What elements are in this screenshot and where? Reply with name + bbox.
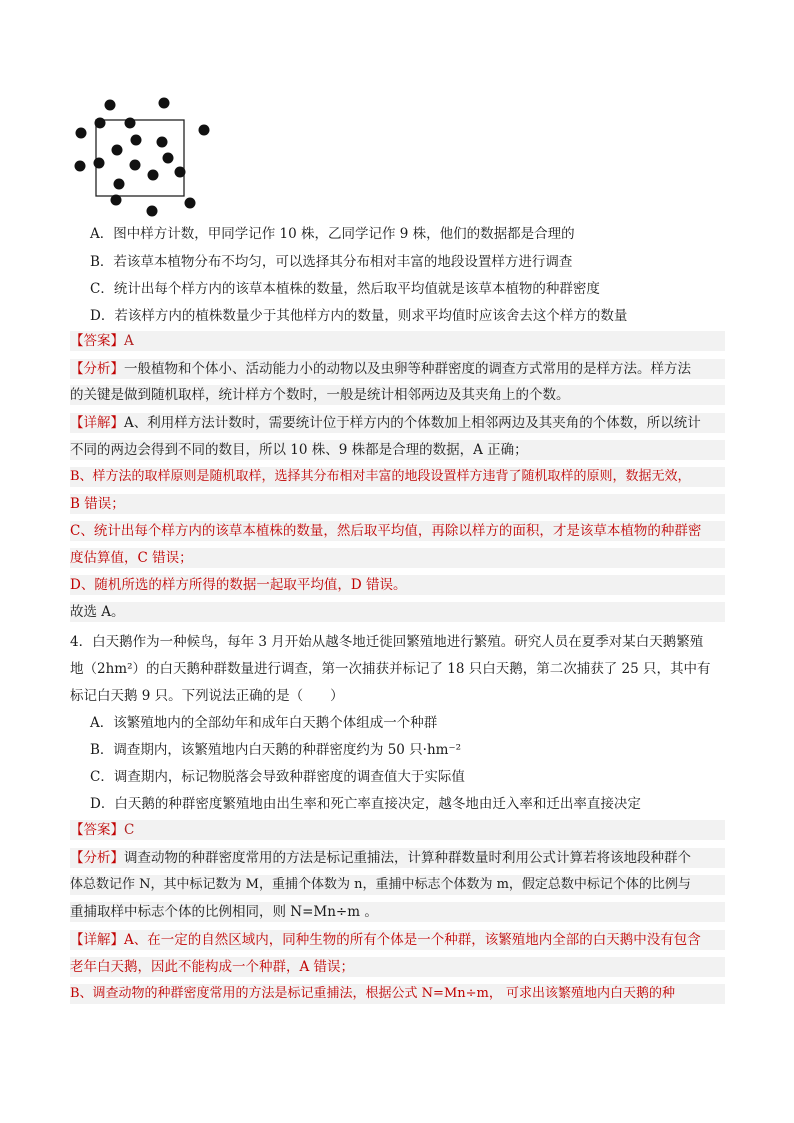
q4-detail-text: A、在一定的自然区域内，同种生物的所有个体是一个种群，该繁殖地内全部的白天鹅中没有包含 [124,932,701,948]
q3-conclusion: 故选 A。 [70,602,725,622]
q4-detail-line-2: 老年白天鹅，因此不能构成一个种群，A 错误； [70,957,725,977]
plant-dot [148,170,159,181]
q3-detail-line-6: 度估算值，C 错误； [70,548,725,568]
plant-dot [111,195,122,206]
q4-option-b: B．调查期内，该繁殖地内白天鹅的种群密度约为 50 只·hm⁻² [90,742,462,758]
plant-dot [105,100,116,111]
q3-detail-line [70,413,725,433]
plant-dot [131,135,142,146]
q3-option-d: D．若该样方内的植株数量少于其他样方内的数量，则求平均值时应该舍去这个样方的数量 [90,308,628,324]
plant-dot [125,118,136,129]
q3-detail-text: A、利用样方法计数时，需要统计位于样方内的个体数加上相邻两边及其夹角的个体数，所以统计 [124,415,701,431]
plant-dot [199,125,210,136]
q4-option-c: C．调查期内，标记物脱落会导致种群密度的调查值大于实际值 [90,769,465,785]
q4-stem-line-3: 标记白天鹅 9 只。下列说法正确的是（ ） [70,688,344,704]
q3-answer-line [70,331,725,351]
plant-dot [76,128,87,139]
q3-detail-line-4: B 错误； [70,494,725,514]
q4-analysis-line-3: 重捕取样中标志个体的比例相同，则 N=Mn÷m 。 [70,902,725,922]
plant-dot [114,179,125,190]
q4-answer-line [70,820,725,840]
q4-detail-line [70,930,725,950]
q3-answer: A [124,333,134,349]
answer-tag: 【答案】 [70,822,124,838]
q4-stem-line-2: 地（2hm²）的白天鹅种群数量进行调查，第一次捕获并标记了 18 只白天鹅，第二次捕获了 25 只，其中有 [70,661,711,677]
q4-option-a: A．该繁殖地内的全部幼年和成年白天鹅个体组成一个种群 [90,715,438,731]
q3-option-b: B．若该草本植物分布不均匀，可以选择其分布相对丰富的地段设置样方进行调查 [90,254,573,270]
q3-option-c: C．统计出每个样方内的该草本植株的数量，然后取平均值就是该草本植物的种群密度 [90,281,600,297]
plant-dot [95,118,106,129]
plant-dot [163,153,174,164]
plant-dot [75,161,86,172]
plant-dot [159,98,170,109]
q3-option-a: A．图中样方计数，甲同学记作 10 株，乙同学记作 9 株，他们的数据都是合理的 [90,226,575,242]
q4-analysis-line-2: 体总数记作 N，其中标记数为 M，重捕个体数为 n，重捕中标志个体数为 m，假定总数中标记个体的比例与 [70,875,725,895]
q3-detail-line-5: C、统计出每个样方内的该草本植株的数量，然后取平均值，再除以样方的面积，才是该草本植物的种群密 [70,521,725,541]
q3-detail-line-7: D、随机所选的样方所得的数据一起取平均值，D 错误。 [70,575,725,595]
plant-dot [94,158,105,169]
detail-tag: 【详解】 [70,415,124,431]
q4-analysis-text: 调查动物的种群密度常用的方法是标记重捕法，计算种群数量时利用公式计算若将该地段种群个 [124,850,691,866]
q3-analysis-text: 一般植物和个体小、活动能力小的动物以及虫卵等种群密度的调查方式常用的是样方法。样方法 [124,361,691,377]
q3-analysis-line [70,359,725,379]
analysis-tag: 【分析】 [70,850,124,866]
q4-analysis-line [70,848,725,868]
quadrat-figure [70,95,220,225]
plant-dot [157,137,168,148]
plant-dot [185,198,196,209]
q3-analysis-line-2: 的关键是做到随机取样，统计样方个数时，一般是统计相邻两边及其夹角上的个数。 [70,385,725,405]
q3-detail-line-2: 不同的两边会得到不同的数目，所以 10 株、9 株都是合理的数据，A 正确； [70,440,725,460]
answer-tag: 【答案】 [70,333,124,349]
detail-tag: 【详解】 [70,932,124,948]
plant-dot [130,160,141,171]
plant-dot [112,145,123,156]
q4-stem-line-1: 4．白天鹅作为一种候鸟，每年 3 月开始从越冬地迁徙回繁殖地进行繁殖。研究人员在夏季对某白天鹅繁殖 [70,634,704,650]
q4-answer: C [124,822,135,838]
plant-dot [147,206,158,217]
plant-dot [175,167,186,178]
q3-detail-line-3: B、样方法的取样原则是随机取样，选择其分布相对丰富的地段设置样方违背了随机取样的原则，数据无效， [70,467,725,487]
q4-detail-line-3: B、调查动物的种群密度常用的方法是标记重捕法，根据公式 N=Mn÷m， 可求出该繁殖地内白天鹅的种 [70,984,725,1004]
analysis-tag: 【分析】 [70,361,124,377]
q4-option-d: D．白天鹅的种群密度繁殖地由出生率和死亡率直接决定，越冬地由迁入率和迁出率直接决定 [90,796,641,812]
